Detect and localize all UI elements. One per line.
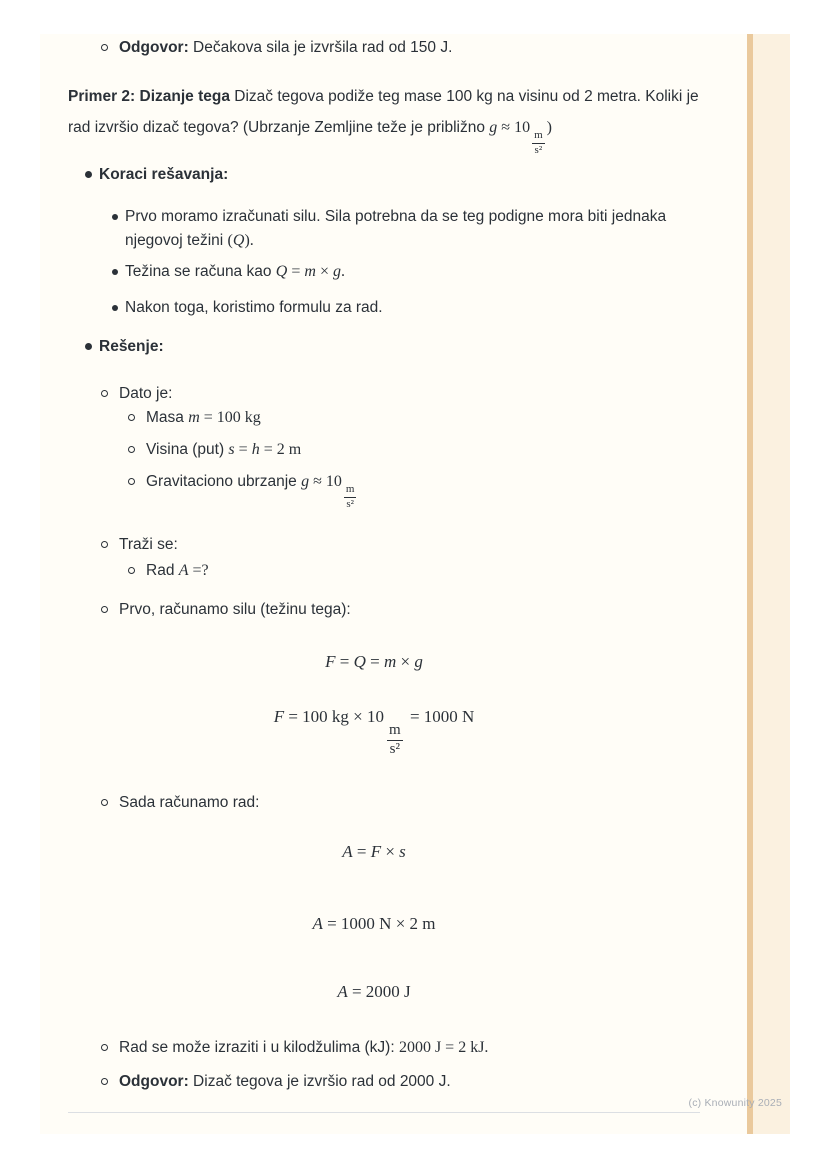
disc-bullet-icon [112,269,118,275]
circle-bullet-icon [101,799,108,806]
answer-item-previous [101,36,730,60]
given-item-height [128,438,730,462]
given-item-mass [128,406,730,430]
solution-heading-item [85,335,730,359]
disc-bullet-icon [85,171,92,178]
note-item [101,1036,730,1060]
circle-bullet-icon [101,606,108,613]
equation-1: F = Q = m × g [325,652,423,672]
given-item-gravity [128,470,730,510]
circle-bullet-icon [128,478,135,485]
step-item-1-math: (Q). [227,232,254,250]
gravity-math: g ≈ 10 $\frac{m}{\text{s²}}$ [301,473,355,510]
height-math: s = h = 2 m [228,441,302,459]
step-item-1-text: Prvo moramo izračunati silu. Sila potrebna da se teg podigne mora biti jednaka njegovoj težini (Q). [125,208,667,250]
primer2-title: Primer 2: Dizanje tega [68,88,230,105]
answer-item-final [101,1070,730,1094]
calc-work-label: Sada računamo rad: [119,793,260,811]
final-answer-text: Odgovor: Dizač tegova je izvršio rad od 2000 J. [119,1072,451,1090]
seek-item [128,559,730,583]
given-item-gravity-text: Gravitaciono ubrzanje g ≈ 10 $\frac{m}{\text{s²}}$ [146,470,358,510]
step-item-3-text: Nakon toga, koristimo formulu za rad. [125,299,383,317]
given-item-mass-text: Masa m = 100 kg [146,409,261,427]
document-page [40,34,790,1134]
equation-3: A = F × s [342,841,406,861]
circle-bullet-icon [101,541,108,548]
seek-label: Traži se: [119,536,178,554]
answer-text: Odgovor: Dečakova sila je izvršila rad od 150 J. [119,39,453,56]
seek-label-item [101,533,730,557]
circle-bullet-icon [101,44,108,51]
disc-bullet-icon [112,305,118,311]
circle-bullet-icon [128,446,135,453]
page-margin-strip [753,34,790,1134]
calc-force-item [101,598,730,622]
equation-4: A = 1000 N × 2 m [312,913,436,933]
note-math: 2000 J = 2 kJ. [398,1038,489,1056]
primer2-inline-math: g ≈ 10 $\frac{m}{\text{s²}}$ ) [489,119,552,156]
footer-divider [68,1112,700,1113]
calc-work-item [101,791,730,815]
final-answer-label: Odgovor: [119,1072,189,1090]
step-item-2-math: Q = m × g. [275,263,345,281]
steps-heading: Koraci rešavanja: [99,166,229,184]
solution-heading: Rešenje: [99,338,164,356]
page-footer [68,1112,730,1113]
step-item-2-text: Težina se računa kao Q = m × g. [125,263,345,281]
step-item-1 [112,205,730,253]
equation-5: A = 2000 J [337,981,411,1001]
note-text: Rad se može izraziti i u kilodžulima (kJ): 2000 J = 2 kJ. [119,1038,489,1056]
given-label: Dato je: [119,385,173,403]
calc-force-label: Prvo, računamo silu (težinu tega): [119,601,351,619]
seek-math: A =? [178,562,209,580]
circle-bullet-icon [101,1044,108,1051]
steps-heading-item [85,163,730,187]
step-item-2 [112,260,730,284]
page-content [68,36,730,1113]
given-item-height-text: Visina (put) s = h = 2 m [146,441,302,459]
seek-item-text: Rad A =? [146,562,209,580]
circle-bullet-icon [101,390,108,397]
circle-bullet-icon [101,1078,108,1085]
mass-math: m = 100 kg [188,409,261,427]
primer2-text: Dizač tegova podiže teg mase 100 kg na visinu od 2 metra. Koliki je rad izvršio dizač tegova? (Ubrzanje Zemljine teže je približno [68,88,699,136]
given-label-item [101,382,730,406]
answer-label: Odgovor: [119,39,189,56]
copyright-text: (c) Knowunity 2025 [688,1097,782,1109]
disc-bullet-icon [112,214,118,220]
circle-bullet-icon [128,567,135,574]
step-item-3 [112,296,730,320]
circle-bullet-icon [128,414,135,421]
equation-2: F = 100 kg × 10 $\frac{m}{\text{s²}}$ = 1000 N [273,707,475,757]
primer2-paragraph [68,81,713,156]
disc-bullet-icon [85,343,92,350]
